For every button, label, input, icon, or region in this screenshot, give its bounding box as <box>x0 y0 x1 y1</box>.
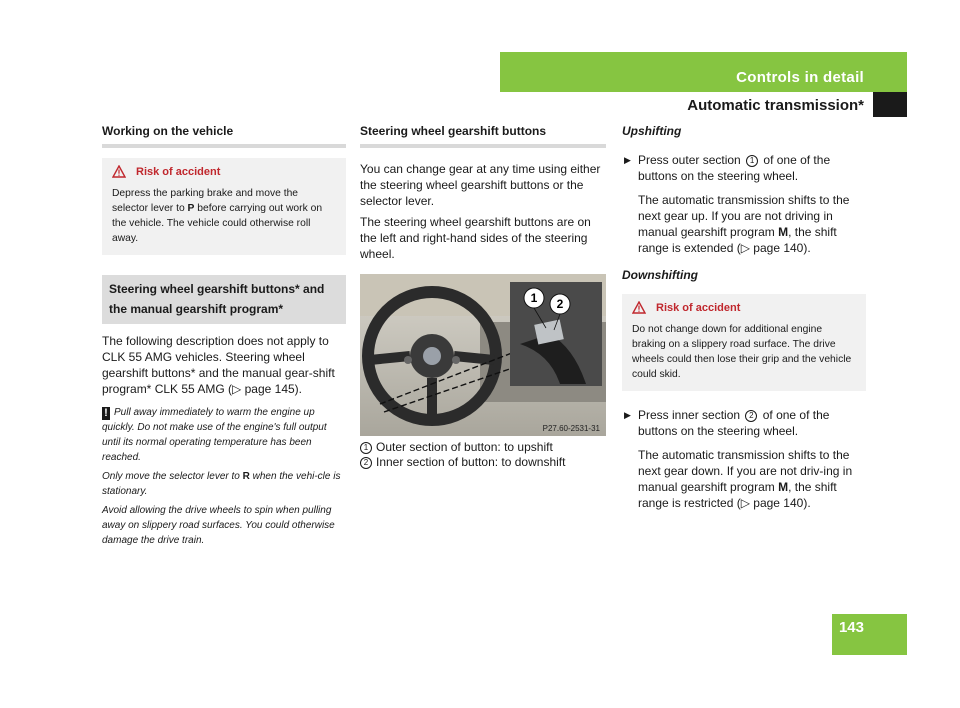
warning-text: Do not change down for additional engine braking on a slippery road surface. The drive wheels could then lose their grip and the vehicle could skid. <box>632 324 852 380</box>
page-number: 143 <box>838 619 864 636</box>
step-downshift-result: The automatic transmission shifts to the next gear down. If you are not driv-ing in manual gearshift program M, the shift range is restricted (▷ page 140). <box>638 448 853 510</box>
svg-text:1: 1 <box>530 291 538 305</box>
caption-1: 1 Outer section of button: to upshift <box>360 440 606 455</box>
heading-gearshift-buttons-program: Steering wheel gearshift buttons* and the manual gearshift program* <box>102 275 346 324</box>
warning-title: Risk of accident <box>136 165 221 178</box>
warning-triangle-icon <box>632 301 646 314</box>
warning-title: Risk of accident <box>656 301 741 314</box>
heading-upshifting: Upshifting <box>622 124 682 138</box>
body-text-2: The steering wheel gearshift buttons are on the left and right-hand sides of the steering wheel. <box>360 215 591 261</box>
warning-box <box>622 294 866 391</box>
column-right <box>622 118 866 511</box>
warning-triangle-icon <box>112 165 126 178</box>
divider <box>102 144 346 148</box>
caption-2: 2 Inner section of button: to downshift <box>360 455 606 470</box>
note-warm-engine: ! Pull away immediately to warm the engine up quickly. Do not make use of the engine's full output until its normal operating temperature has been reached. <box>102 407 327 463</box>
body-text: The following description does not apply to CLK 55 AMG vehicles. Steering wheel gearshift buttons* and the manual gear-shift program* CLK 55 AMG (▷ page 145). <box>102 334 335 396</box>
column-middle <box>360 118 606 470</box>
heading-steering-wheel-buttons: Steering wheel gearshift buttons <box>360 124 547 138</box>
section-title: Controls in detail <box>736 69 864 86</box>
warning-box <box>102 158 346 255</box>
circled-number-1: 1 <box>746 155 758 167</box>
exclamation-icon: ! <box>102 407 110 420</box>
circled-number-1: 1 <box>360 442 372 454</box>
circled-number-2: 2 <box>745 410 757 422</box>
circled-number-2: 2 <box>360 457 372 469</box>
callout-2 <box>550 294 570 314</box>
heading-working-on-vehicle: Working on the vehicle <box>102 124 234 138</box>
body-text-1: You can change gear at any time using either the steering wheel gearshift buttons or the selector lever. <box>360 162 601 208</box>
callout-1 <box>524 288 544 308</box>
step-upshift-result: The automatic transmission shifts to the next gear up. If you are not driving in manual gearshift program M, the shift range is extended (▷ page 140). <box>638 193 850 255</box>
step-upshift: ▶ Press outer section 1 of one of the buttons on the steering wheel. <box>624 153 831 183</box>
header-marker <box>873 92 907 117</box>
divider <box>360 144 606 148</box>
step-downshift: ▶ Press inner section 2 of one of the buttons on the steering wheel. <box>624 408 830 438</box>
subsection-title: Automatic transmission* <box>687 97 864 114</box>
note-selector-lever: Only move the selector lever to R when the vehi-cle is stationary. <box>102 471 341 497</box>
bullet-arrow-icon: ▶ <box>624 410 631 420</box>
svg-text:2: 2 <box>556 297 564 311</box>
note-wheel-spin: Avoid allowing the drive wheels to spin when pulling away on slippery road surfaces. You could otherwise damage the drive train. <box>102 505 335 546</box>
heading-downshifting: Downshifting <box>622 268 698 282</box>
warning-text: Depress the parking brake and move the selector lever to P before carrying out work on the vehicle. The vehicle could otherwise roll away. <box>112 188 323 244</box>
column-left <box>102 118 346 548</box>
steering-wheel-photo <box>360 274 606 436</box>
image-code: P27.60-2531-31 <box>542 424 600 433</box>
bullet-arrow-icon: ▶ <box>624 155 631 165</box>
